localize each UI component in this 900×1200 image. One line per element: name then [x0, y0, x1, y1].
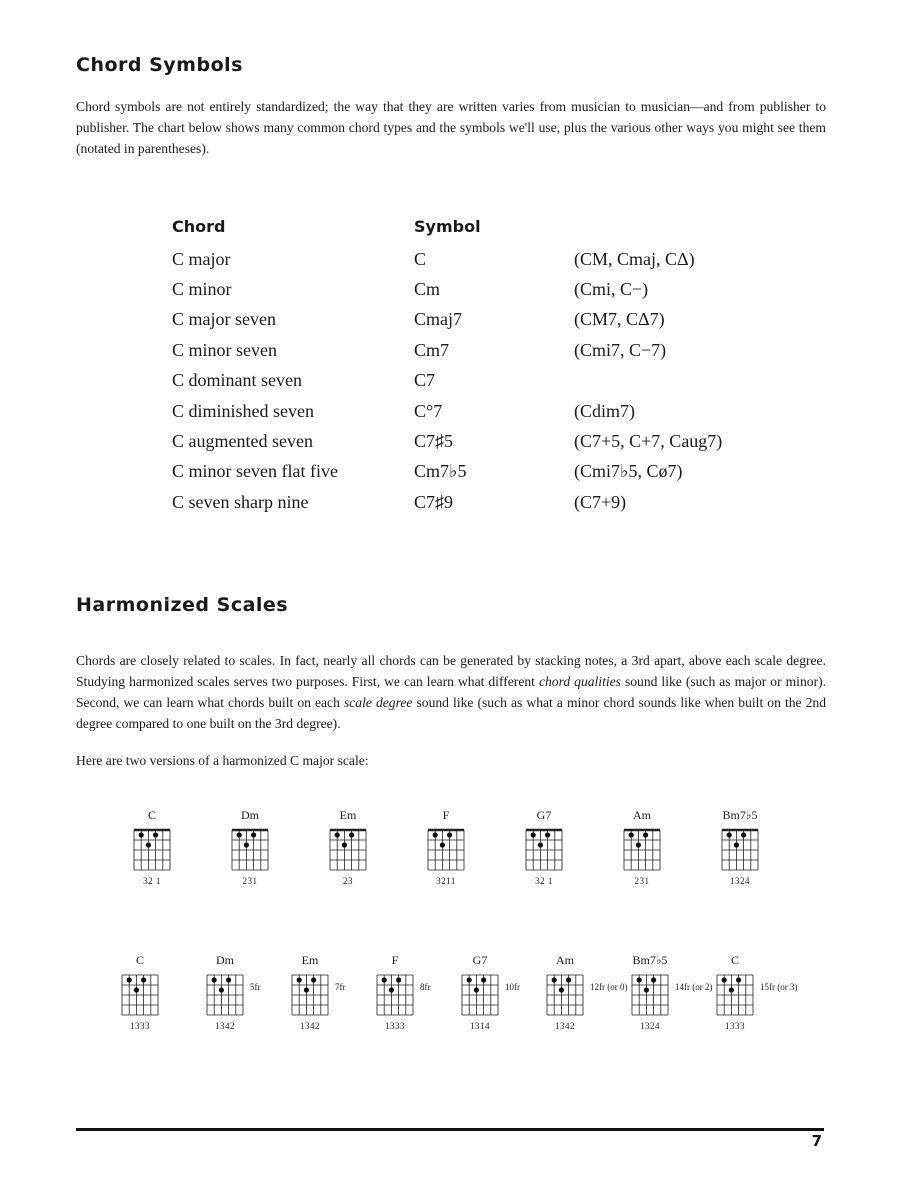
chord-symbol-cell: Cm7: [414, 339, 450, 360]
fretboard-grid: [620, 808, 666, 874]
finger-dot: [552, 977, 557, 982]
chord-alternates-cell: [574, 366, 722, 396]
chord-diagram-name: Dm: [241, 808, 259, 822]
intro-text-1: Chords are closely related to scales. In fact, nearly all chords can be generated by stacking notes, a 3rd apart, above each scale degree. Studying harmonized scales serves two purposes. First, we can learn what different: [76, 653, 826, 689]
fretboard-grid: [118, 953, 164, 1019]
table-row: [172, 426, 722, 456]
chord-symbol-cell: Cm: [414, 279, 441, 300]
finger-dot: [153, 832, 158, 837]
finger-dot: [440, 842, 445, 847]
finger-dot: [237, 832, 242, 837]
table-row: [172, 305, 722, 335]
finger-dot: [304, 987, 309, 992]
finger-dot: [722, 977, 727, 982]
finger-dot: [447, 832, 452, 837]
fretboard-grid: [628, 953, 674, 1019]
finger-dot: [629, 832, 634, 837]
finger-dot: [531, 832, 536, 837]
finger-dot: [297, 977, 302, 982]
finger-dot: [342, 842, 347, 847]
table-row: [172, 487, 722, 517]
chord-diagram: [522, 808, 586, 898]
chord-fingering: 32 1: [143, 876, 161, 886]
chord-name-cell: C minor: [172, 279, 232, 300]
finger-dot: [251, 832, 256, 837]
chord-fingering: 231: [242, 876, 258, 886]
chord-diagram-name: C: [135, 953, 144, 967]
chord-diagram-name: G7: [472, 953, 488, 967]
table-header-row: [172, 214, 722, 244]
chord-alternates-cell: (Cmi, C−): [574, 279, 649, 300]
chord-symbol-cell: C°7: [414, 400, 443, 421]
finger-dot: [139, 832, 144, 837]
chord-symbol-cell: C7♯9: [414, 491, 454, 512]
finger-dot: [311, 977, 316, 982]
chord-alternates-cell: (Cmi7♭5, Cø7): [574, 461, 683, 482]
finger-dot: [736, 977, 741, 982]
chord-symbol-cell: C7♯5: [414, 431, 454, 452]
chord-diagram: [118, 953, 182, 1043]
finger-dot: [474, 987, 479, 992]
intro-text-2: sound like (such as major or minor). Second, we can learn what chords built on each: [76, 674, 826, 710]
fret-position-label: 12fr (or 0): [590, 982, 628, 992]
chord-symbols-intro: Chord symbols are not entirely standardized; the way that they are written varies from musician to musician—and from publisher to publisher. The chart below shows many common chord types and the symbols we'll use, plus the various other ways you might see them (notated in parentheses).: [76, 99, 826, 156]
fret-position-label: 10fr: [505, 982, 520, 992]
chord-diagram: [130, 808, 194, 898]
chord-name-cell: C seven sharp nine: [172, 491, 309, 512]
fretboard-grid: [288, 953, 334, 1019]
chord-fingering: 231: [634, 876, 650, 886]
chord-fingering: 1333: [385, 1021, 405, 1031]
fretboard-grid: [130, 808, 176, 874]
chord-fingering: 1324: [730, 876, 750, 886]
chord-name-cell: C augmented seven: [172, 431, 313, 452]
chord-alternates-cell: (CM, Cmaj, CΔ): [574, 248, 695, 269]
fretboard-grid: [424, 808, 470, 874]
table-row: [172, 457, 722, 487]
finger-dot: [146, 842, 151, 847]
finger-dot: [637, 977, 642, 982]
fret-position-label: 5fr: [250, 982, 261, 992]
finger-dot: [212, 977, 217, 982]
finger-dot: [226, 977, 231, 982]
chord-diagram: [718, 808, 782, 898]
intro-emphasis-chord-qualities: chord qualities: [538, 674, 621, 689]
chord-fingering: 1333: [725, 1021, 745, 1031]
chord-diagram: [620, 808, 684, 898]
chord-fingering: 1333: [130, 1021, 150, 1031]
finger-dot: [538, 842, 543, 847]
chord-name-cell: C diminished seven: [172, 400, 314, 421]
intro-text-3: sound like (such as what a minor chord sounds like when built on the 2nd degree compared to one built on the 3rd degree).: [76, 695, 827, 731]
chord-diagram: [543, 953, 628, 1043]
chord-symbol-table: [172, 214, 722, 518]
fretboard-grid: [718, 808, 764, 874]
finger-dot: [727, 832, 732, 837]
chord-fingering: 1314: [470, 1021, 490, 1031]
fretboard-grid: [522, 808, 568, 874]
chord-name-cell: C minor seven: [172, 339, 277, 360]
finger-dot: [741, 832, 746, 837]
column-header-alternates: [574, 214, 722, 244]
chord-diagram-name: Bm7♭5: [632, 953, 668, 967]
section-heading-chord-symbols: Chord Symbols: [76, 54, 243, 76]
chord-diagram: [203, 953, 267, 1043]
chord-alternates-cell: (C7+5, C+7, Caug7): [574, 431, 723, 452]
chord-diagram-name: F: [391, 953, 399, 967]
finger-dot: [244, 842, 249, 847]
chord-diagram: [326, 808, 390, 898]
finger-dot: [349, 832, 354, 837]
chord-diagram: [458, 953, 522, 1043]
chord-fingering: 23: [343, 876, 353, 886]
finger-dot: [729, 987, 734, 992]
fret-position-label: 15fr (or 3): [760, 982, 798, 992]
chord-symbol-cell: C: [414, 248, 427, 269]
chord-diagram: [288, 953, 352, 1043]
chord-diagram-name: F: [442, 808, 450, 822]
finger-dot: [382, 977, 387, 982]
finger-dot: [219, 987, 224, 992]
chord-name-cell: C major: [172, 248, 231, 269]
chord-symbol-cell: Cmaj7: [414, 309, 462, 330]
intro-emphasis-scale-degree: scale degree: [343, 695, 413, 710]
chord-alternates-cell: (C7+9): [574, 491, 627, 512]
fretboard-grid: [373, 953, 419, 1019]
chord-symbol-cell: Cm7♭5: [414, 461, 467, 482]
chord-diagram-name: Am: [633, 808, 651, 822]
chord-diagram-name: C: [147, 808, 156, 822]
chord-diagram: [713, 953, 798, 1043]
finger-dot: [643, 832, 648, 837]
finger-dot: [644, 987, 649, 992]
finger-dot: [335, 832, 340, 837]
column-header-symbol: Symbol: [414, 216, 481, 236]
fretboard-grid: [228, 808, 274, 874]
fret-position-label: 7fr: [335, 982, 346, 992]
table-row: [172, 244, 722, 274]
chord-diagram-name: Em: [339, 808, 357, 822]
chord-fingering: 3211: [436, 876, 456, 886]
chord-fingering: 1342: [215, 1021, 235, 1031]
table-row: [172, 274, 722, 304]
finger-dot: [389, 987, 394, 992]
fretboard-grid: [713, 953, 759, 1019]
fretboard-grid: [543, 953, 589, 1019]
chord-diagram: [628, 953, 713, 1043]
chord-diagram: [424, 808, 488, 898]
page-number: 7: [811, 1132, 822, 1150]
table-row: [172, 396, 722, 426]
footer-rule: [76, 1128, 824, 1131]
fret-position-label: 8fr: [420, 982, 431, 992]
finger-dot: [141, 977, 146, 982]
harmonized-scales-intro: [76, 650, 826, 734]
table-row: [172, 366, 722, 396]
section-heading-harmonized-scales: Harmonized Scales: [76, 594, 289, 616]
fretboard-grid: [458, 953, 504, 1019]
chord-symbol-cell: C7: [414, 370, 436, 391]
fretboard-grid: [203, 953, 249, 1019]
chord-diagram-name: C: [730, 953, 739, 967]
finger-dot: [134, 987, 139, 992]
finger-dot: [481, 977, 486, 982]
column-header-chord: Chord: [172, 216, 226, 236]
finger-dot: [467, 977, 472, 982]
chord-diagram-name: Bm7♭5: [722, 808, 758, 822]
finger-dot: [127, 977, 132, 982]
fretboard-grid: [326, 808, 372, 874]
chord-alternates-cell: (Cdim7): [574, 400, 635, 421]
harmonized-scale-lead: Here are two versions of a harmonized C major scale:: [76, 753, 369, 768]
finger-dot: [559, 987, 564, 992]
chord-alternates-cell: (Cmi7, C−7): [574, 339, 667, 360]
fret-position-label: 14fr (or 2): [675, 982, 713, 992]
finger-dot: [636, 842, 641, 847]
chord-diagram: [373, 953, 437, 1043]
table-row: [172, 335, 722, 365]
chord-name-cell: C minor seven flat five: [172, 461, 338, 482]
finger-dot: [734, 842, 739, 847]
chord-diagram-name: Em: [301, 953, 319, 967]
finger-dot: [651, 977, 656, 982]
chord-name-cell: C major seven: [172, 309, 276, 330]
chord-diagram-name: Dm: [216, 953, 234, 967]
chord-alternates-cell: (CM7, CΔ7): [574, 309, 665, 330]
finger-dot: [566, 977, 571, 982]
chord-fingering: 1342: [300, 1021, 320, 1031]
chord-diagram-name: Am: [556, 953, 574, 967]
chord-diagram-name: G7: [536, 808, 552, 822]
chord-name-cell: C dominant seven: [172, 370, 302, 391]
chord-diagram: [228, 808, 292, 898]
finger-dot: [396, 977, 401, 982]
finger-dot: [545, 832, 550, 837]
chord-fingering: 1342: [555, 1021, 575, 1031]
chord-fingering: 1324: [640, 1021, 660, 1031]
finger-dot: [433, 832, 438, 837]
chord-fingering: 32 1: [535, 876, 553, 886]
